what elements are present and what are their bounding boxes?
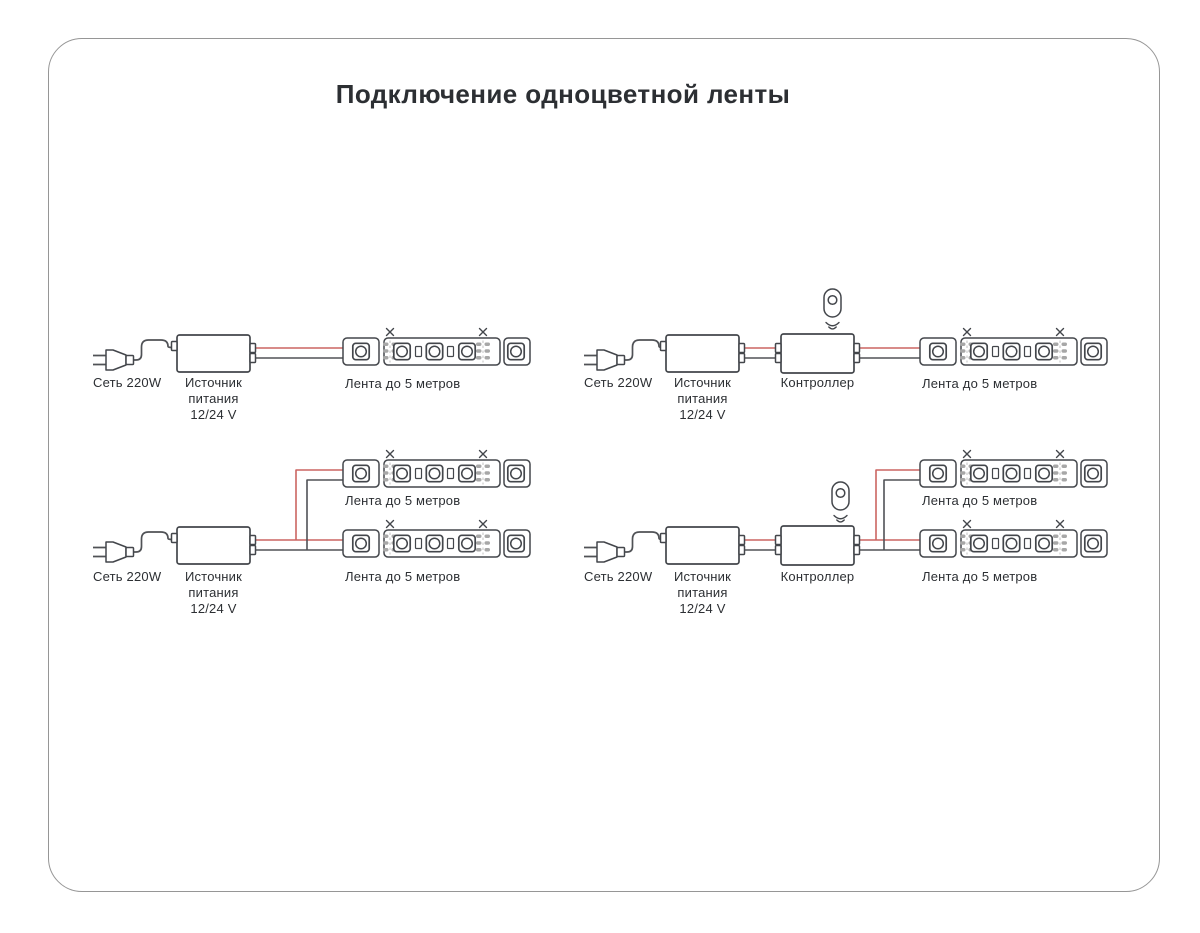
mains-label: Сеть 220W <box>584 375 653 390</box>
controller-box <box>776 526 860 565</box>
controller-label: Контроллер <box>780 569 855 584</box>
page-title: Подключение одноцветной ленты <box>335 79 791 109</box>
power-supply-box <box>661 335 745 372</box>
strip-label: Лента до 5 метров <box>345 493 461 508</box>
led-strip <box>343 329 530 366</box>
power-supply-box <box>172 527 256 564</box>
diagram-single-strip-direct <box>93 329 530 373</box>
psu-label-line2: питания <box>188 391 239 406</box>
strip-label: Лента до 5 метров <box>922 569 1038 584</box>
psu-label-line1: Источник <box>184 569 243 584</box>
power-supply-box <box>661 527 745 564</box>
psu-label <box>154 375 274 423</box>
psu-label <box>154 569 274 617</box>
remote-icon <box>824 289 841 329</box>
diagram-dual-strip-direct <box>93 451 530 565</box>
psu-voltage-label: 12/24 V <box>190 601 237 616</box>
strip-label: Лента до 5 метров <box>922 493 1038 508</box>
strip-label: Лента до 5 метров <box>922 376 1038 391</box>
mains-plug-icon <box>93 340 177 370</box>
led-strip-lower <box>343 521 530 558</box>
diagram-single-strip-controller <box>584 289 1107 373</box>
psu-voltage-label: 12/24 V <box>679 601 726 616</box>
led-strip-upper <box>343 451 530 488</box>
mains-label: Сеть 220W <box>93 569 162 584</box>
psu-label-line2: питания <box>677 391 728 406</box>
strip-label: Лента до 5 метров <box>345 376 461 391</box>
mains-label: Сеть 220W <box>93 375 162 390</box>
psu-label-line2: питания <box>188 585 239 600</box>
power-supply-box <box>172 335 256 372</box>
psu-label <box>643 569 763 617</box>
mains-plug-icon <box>93 532 177 562</box>
psu-label-line1: Источник <box>673 375 732 390</box>
psu-label-line1: Источник <box>673 569 732 584</box>
controller-box <box>776 334 860 373</box>
psu-voltage-label: 12/24 V <box>679 407 726 422</box>
psu-voltage-label: 12/24 V <box>190 407 237 422</box>
strip-label: Лента до 5 метров <box>345 569 461 584</box>
controller-label: Контроллер <box>780 375 855 390</box>
psu-label-line1: Источник <box>184 375 243 390</box>
led-strip-lower <box>920 521 1107 558</box>
mains-plug-icon <box>584 340 668 370</box>
led-strip-upper <box>920 451 1107 488</box>
psu-label <box>643 375 763 423</box>
remote-icon <box>832 482 849 522</box>
mains-label: Сеть 220W <box>584 569 653 584</box>
mains-plug-icon <box>584 532 668 562</box>
led-strip <box>920 329 1107 366</box>
psu-label-line2: питания <box>677 585 728 600</box>
